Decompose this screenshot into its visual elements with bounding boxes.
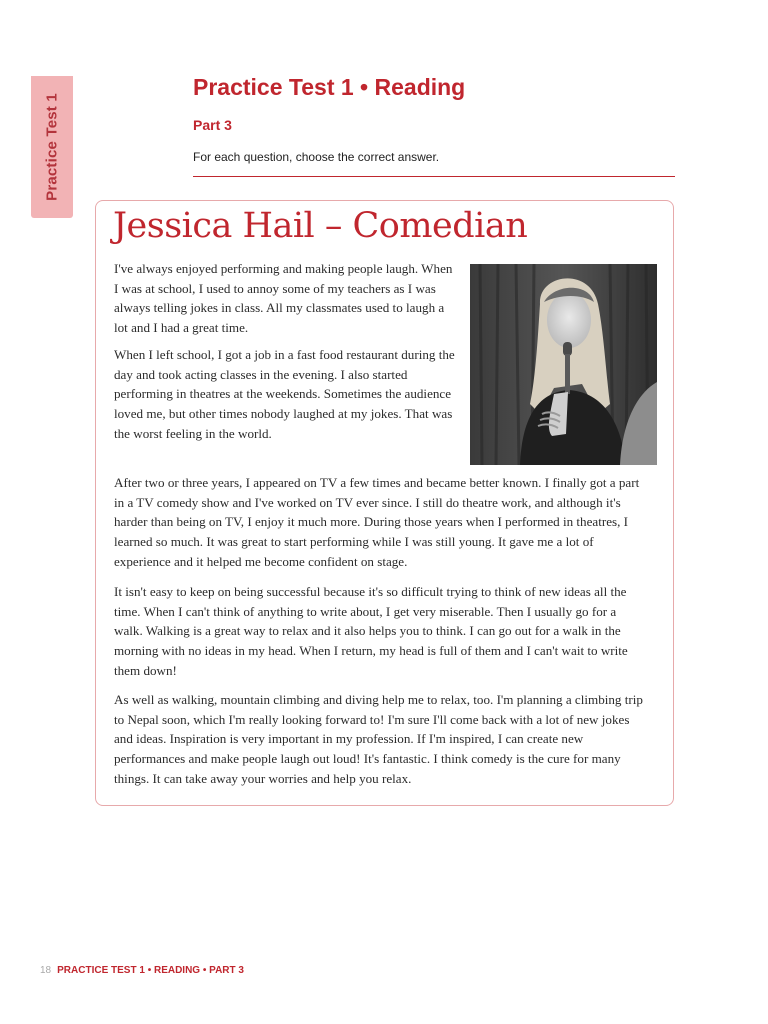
header-divider [193, 176, 675, 177]
instruction-text: For each question, choose the correct answer. [193, 150, 440, 164]
article-title: Jessica Hail – Comedian [113, 206, 528, 246]
page-number: 18 [40, 965, 52, 976]
article-paragraph-4: It isn't easy to keep on being successful because it's so difficult trying to think of new ideas all the time. When I can't think of anything to write about, I get very miserable. Then I usually go for a walk. Walking is a great way to relax and it also helps you to think. I can go out for a walk in the morning with no ideas in my head. When I return, my head is full of them and I can't wait to write them down! [114, 584, 628, 678]
comedian-photo [470, 264, 657, 465]
article-paragraph-3: After two or three years, I appeared on TV a few times and became better known. I finally got a part in a TV comedy show and I've worked on TV ever since. I still do theatre work, and although it's harder than being on TV, I enjoy it much more. During those years when I performed in theatres, I learned so much. It was great to start performing while I was still young. It gave me a lot of experience and it helped me become confident on stage. [114, 475, 640, 569]
page-footer [40, 965, 244, 976]
part-label: Part 3 [193, 117, 232, 133]
article-paragraph-5: As well as walking, mountain climbing and diving help me to relax, too. I'm planning a climbing trip to Nepal soon, which I'm really looking forward to! I'm sure I'll come back with a lot of new jokes and ideas. Inspiration is very important in my profession. If I'm inspired, I can create new performances and make people laugh out loud! It's fantastic. I think comedy is the cure for many things. It can take away your worries and help you relax. [114, 692, 643, 786]
article-paragraph-2: When I left school, I got a job in a fast food restaurant during the day and took acting classes in the evening. I also started performing in theatres at the weekends. Sometimes the audience loved me, but other times nobody laughed at my jokes. That was the worst feeling in the world. [114, 347, 455, 441]
page-title: Practice Test 1 • Reading [193, 74, 466, 100]
footer-label: PRACTICE TEST 1 • READING • PART 3 [57, 965, 244, 976]
side-tab [31, 76, 73, 218]
side-tab-label: Practice Test 1 [43, 93, 61, 201]
comedian-photo-image [470, 264, 657, 465]
article-paragraph-1: I've always enjoyed performing and making people laugh. When I was at school, I used to annoy some of my teachers as I was always telling jokes in class. All my classmates used to laugh a lot and I had a great time. [114, 261, 453, 336]
